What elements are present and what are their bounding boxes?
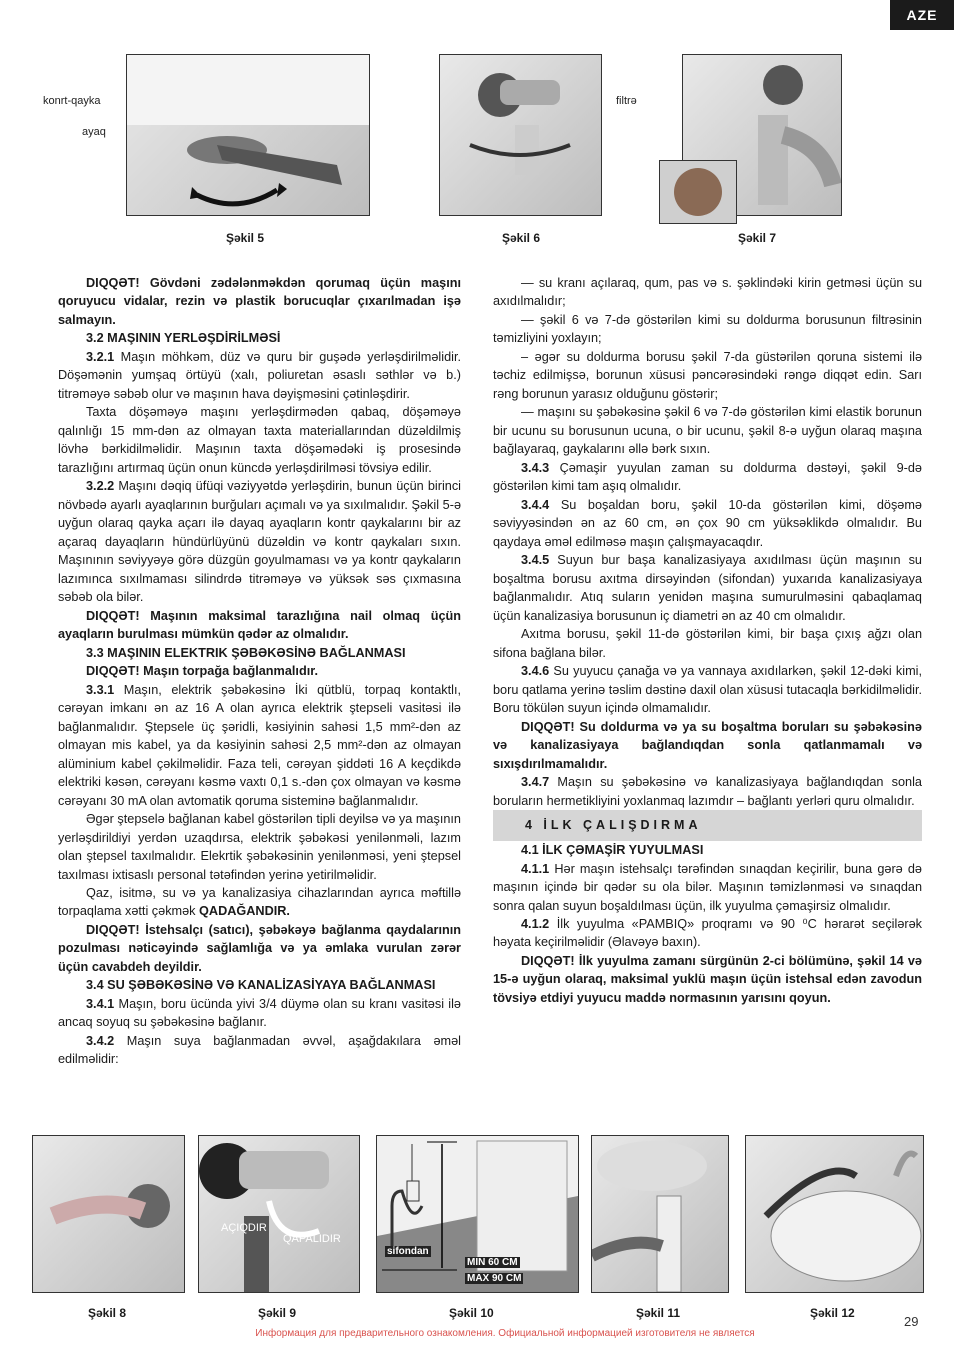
label-min-height: MIN 60 CM [467,1257,518,1268]
paragraph-bold-text: 4.1 İLK ÇƏMAŞİR YUYULMASI [521,843,704,858]
paragraph [58,810,461,884]
paragraph [58,921,461,976]
paragraph-bold-text: 3.2.1 [86,349,115,364]
paragraph [493,662,922,717]
figure-6-image [439,54,602,216]
label-lock-nut: konrt-qayka [43,95,101,107]
right-text-column [493,274,922,1007]
disclaimer-footer: Информация для предварительного ознакомления. Официальной информацией изготовителя не является [255,1328,755,1339]
paragraph-bold-text: 3.4 SU ŞƏBƏKƏSİNƏ VƏ KANALİZASİYAYA BAĞLANMASI [86,978,436,993]
paragraph [58,662,461,680]
figure-11-caption: Şəkil 11 [636,1306,681,1320]
paragraph-text: Əgər ştepselə bağlanan kabel göstərilən tipli deyilsə və ya maşının yerləşdirildiyi yerdən uzaqdırsa, elektrik şəbəkəsi yenilənməli, lazım olan ştepsel taxılmalıdır. Elekrtik şəbəkəsinin yenilənməsi, yeni ştepsel taxılması ixtisaslı personal tətəfindən yerinə yetirilməlidir. [58,812,461,882]
paragraph-bold-text: 3.4.1 [86,996,115,1011]
figure-6-caption: Şəkil 6 [502,231,541,245]
paragraph-bold-text: 3.4.5 [521,553,550,568]
paragraph-text: Su boşaldan boru, şəkil 10-da göstərilən kimi, döşəmə səviyyəsindən ən az 60 cm, ən çox 90 cm yüksəklikdə olmalıdır. Bu qaydaya əməl edilməsə maşın çalışmayacaqdır. [493,497,922,549]
paragraph [58,884,461,921]
paragraph-bold-text: 4.1.1 [521,861,550,876]
paragraph [493,718,922,773]
paragraph-bold-text: DIQQƏT! İstehsalçı (satıcı), şəbəkəyə bağlanma qaydalarının pozulması nəticəyində sağlamlığa və ya əmlaka vurulan zərər üçün cavabdeh deyildir. [58,922,461,974]
figure-7-inset-image [659,160,737,224]
paragraph-bold-text: DIQQƏT! İlk yuyulma zamanı sürgünün 2-ci bölümünə, şəkil 14 və 15-ə uyğun olaraq, maksimal yuklü maşın üçün istehsal edən zavodun tövsiyə etdiyi yuyucu maddə normasının yarısını qoyun. [493,953,922,1005]
figure-12-caption: Şəkil 12 [810,1306,855,1320]
paragraph-bold-text: DIQQƏT! Maşın torpağa bağlanmalıdır. [86,664,318,679]
paragraph [58,644,461,662]
page-number: 29 [904,1314,919,1329]
paragraph-text: Maşın, boru ücünda yivi 3/4 düymə olan su kranı vasitəsi ilə ancaq soyuq su şəbəkəsinə bağlanır. [58,996,461,1030]
paragraph [493,841,922,859]
paragraph-bold-text: 4.1.2 [521,916,550,931]
paragraph [493,952,922,1007]
figure-7-caption: Şəkil 7 [738,231,777,245]
paragraph [493,274,922,311]
paragraph [58,477,461,606]
paragraph-text: Suyun bur başa kanalizasiyaya axıdılması üçün maşının su boşaltma borusu axıtma dirsəyindən (sifondan) yuxarıda kanalizasiyaya bağlanmalıdır. Atıq suların yenidən maşına sumurulməsini qabaqlamaq üçün kanalizasiya borusunun iç diametri ən az 40 cm olmalıdır. [493,553,922,623]
paragraph [493,625,922,662]
paragraph-bold-text: 3.4.6 [521,664,550,679]
label-closed: QAPALIDIR [283,1233,341,1245]
paragraph-bold-text: 3.3.1 [86,682,115,697]
paragraph [58,995,461,1032]
paragraph [58,329,461,347]
figure-5-caption: Şəkil 5 [226,231,265,245]
paragraph-text: Maşını dəqiq üfüqi vəziyyətdə yerləşdirin, bunun üçün birinci növbədə ayarlı ayaqlarının burğuları açımalı və ya sıxılmalıdır. Şəkil 5-ə uyğun olaraq qayka açarı ilə dayaq ayaqların kontr qaykalarını bir az açaraq dayaqların hündürlüyünü düzəldin və kontr qaykaları sıxın. Maşınının səviyyəyə görə düzgün goyulmaması və ya kontr qaykaların lazımınca sıxılmaması silindrdə titrəməyə və yüksək səs çıxmasına səbəb ola bilər. [58,479,461,605]
figure-9-caption: Şəkil 9 [258,1306,297,1320]
paragraph-text: Taxta döşəməyə maşını yerləşdirmədən qabaq, döşəməyə qalınlığı 15 mm-dən az olmayan taxta materiallarından düzəldilmiş lövhə bərkidilməlidir. Maşının taxta döşəmədəki iş prosesində tarazlığını artırmaq üçün onun küncdə yerləşdirilməsi tövsiyə edilir. [58,405,461,475]
paragraph [493,403,922,458]
paragraph-text: Qaz, isitmə, su və ya kanalizasiya cihazlarından ayrıca məftillə torpaqlama xətti çəkmək [58,885,461,919]
paragraph-text: Su yuyucu çanağa və ya vannaya axıdılarkən, şəkil 12-dəki kimi, boru qatlama yerinə təslim dəstinə daxil olan xüsusi tutacaqla bərkidilməlidir. Boru tökülən suyun içində olmamalıdır. [493,664,922,716]
paragraph [58,607,461,644]
paragraph-bold-text: 3.4.2 [86,1033,115,1048]
paragraph [493,496,922,551]
paragraph-bold-text: DIQQƏT! Gövdəni zədələnməkdən qorumaq üçün maşını qoruyucu vidalar, rezin və plastik borucuqlar çıxarılmadan işə salmayın. [58,276,461,327]
paragraph-text: Maşın suya bağlanmadan əvvəl, aşağdakılara əməl edilməlidir: [58,1033,461,1067]
paragraph-text: İlk yuyulma «PAMBIQ» proqramı və 90 ⁰C hərarət seçilərək həyata keçirilməlidir (Əlavəyə baxın). [493,916,922,950]
paragraph-text: Maşın su şəbəkəsinə və kanalizasiyaya bağlandıqdan sonla boruların hermetikliyini yoxlanmaq lazımdır – bağlantı yerləri quru olmalıdır. [493,775,922,808]
figure-5-image [126,54,370,216]
paragraph [58,348,461,403]
paragraph [493,860,922,915]
paragraph [493,348,922,403]
paragraph [58,1032,461,1069]
paragraph [493,311,922,348]
left-text-column [58,274,461,1069]
figure-8-caption: Şəkil 8 [88,1306,127,1320]
paragraph-text: Hər maşın istehsalçı tərəfindən sınaqdan keçirilir, buna gərə də maşının içində bir qədər su ola bilər. Maşının təmizlənməsi və sınaqdan sonra qalan suyun boşaldılması üçün, ilk yuyulma çəmaşirsiz olmalıdır. [493,861,922,913]
figure-12-image [745,1135,924,1293]
paragraph-text: — su kranı açılaraq, qum, pas və s. şəklindəki kirin getməsi üçün su axıdılmalıdır; [493,276,922,309]
label-max-height: MAX 90 CM [467,1273,522,1284]
paragraph-bold-text: 3.4.7 [521,775,550,790]
label-filter: filtrə [616,95,637,107]
paragraph [58,681,461,810]
paragraph [493,459,922,496]
paragraph-text: Maşın, elektrik şəbəkəsinə İki qütblü, torpaq kontaktlı, cərəyan imkanı ən az 16 A olan ayrıca elektrik ştepseli vasitəsi ilə bağlanmalıdır. Ştepsele üç şəridli, kəsiyinin sahəsi 1,5 mm²-dən az olmayan mis kabel, ya da kəsiyinin sahəsi 2,5 mm²-dən az olmayan alüminium kabel çəkilməlidir. Faza teli, cərəyan şiddəti 16 A keçdikdə elektriki kəsən, cərəyanı kəsmə vaxtı 0,1 s.-dən çox olmayan və kəsmə cərəyanı 30 mA olan avtomatik qoruma sisteminə bağlanmalıdır. [58,682,461,808]
figure-8-image [32,1135,185,1293]
paragraph [493,915,922,952]
paragraph-text: – əgər su doldurma borusu şəkil 7-da güstərilən qoruna sistemi ilə təchiz edilmişsə, borunun xüsusi pəncərəsindəki rəngə diqqət edin. Sarı rəng borunun yarasız olduğunu göstərir; [493,349,922,401]
paragraph [58,403,461,477]
paragraph-text: Maşın möhkəm, düz və quru bir guşədə yerləşdirilməlidir. Döşəmənin yumşaq örtüyü (xalı, poliuretan əsaslı səthlər və b.) titrəməyə səbəb olur və maşının hava dəyişməsini çətinləşdirir. [58,349,461,401]
label-foot: ayaq [82,126,106,138]
figure-10-caption: Şəkil 10 [449,1306,494,1320]
paragraph-bold-text: 3.2 MAŞININ YERLƏŞDİRİLMƏSİ [86,331,281,346]
paragraph-text: — maşını su şəbəkəsinə şəkil 6 və 7-də göstərilən kimi elastik borunun bir ucunu su borusunun ucuna, o bir ucunu, şəkil 8-ə uyğun olaraq maşına bağlayaraq, gaykalarını əllə bərk sıxın. [493,405,922,457]
label-open: AÇIQDIR [221,1222,267,1234]
paragraph-bold-text: QADAĞANDIR. [199,904,290,919]
paragraph-text: Axıtma borusu, şəkil 11-də göstərilən kimi, bir başa çıxış ağzı olan sifona bağlana bilər. [493,627,922,660]
paragraph-bold-text: 3.4.4 [521,497,550,512]
section-4-heading-bar: 4 İLK ÇALIŞDIRMA [493,810,922,841]
figure-10-image [376,1135,579,1293]
language-badge: AZE [890,0,954,30]
figure-9-image [198,1135,360,1293]
paragraph-bold-text: 3.4.3 [521,460,550,475]
label-siphon: sifondan [387,1246,429,1257]
paragraph-bold-text: DIQQƏT! Maşının maksimal tarazlığına nail olmaq üçün ayaqların burulması mümkün qədər az olmalıdır. [58,608,461,642]
paragraph [58,976,461,994]
paragraph [493,551,922,625]
paragraph [58,274,461,329]
paragraph-text: — şəkil 6 və 7-də göstərilən kimi su doldurma borusunun filtrəsinin təmizliyini yoxlayın; [493,312,922,346]
paragraph [493,773,922,810]
paragraph-bold-text: DIQQƏT! Su doldurma və ya su boşaltma boruları su şəbəkəsinə və kanalizasiyaya bağlandıqdan sonla qatlanmamalı və sıxışdırılmamalıdır. [493,719,922,771]
figure-11-image [591,1135,729,1293]
paragraph-bold-text: 3.2.2 [86,479,115,494]
paragraph-bold-text: 3.3 MAŞININ ELEKTRIK ŞƏBƏKƏSİNƏ BAĞLANMASI [86,645,406,660]
paragraph-text: Çəmaşir yuyulan zaman su doldurma dəstəyi, şəkil 9-də göstərilən kimi tam aşıq olmalıdır. [493,460,922,494]
